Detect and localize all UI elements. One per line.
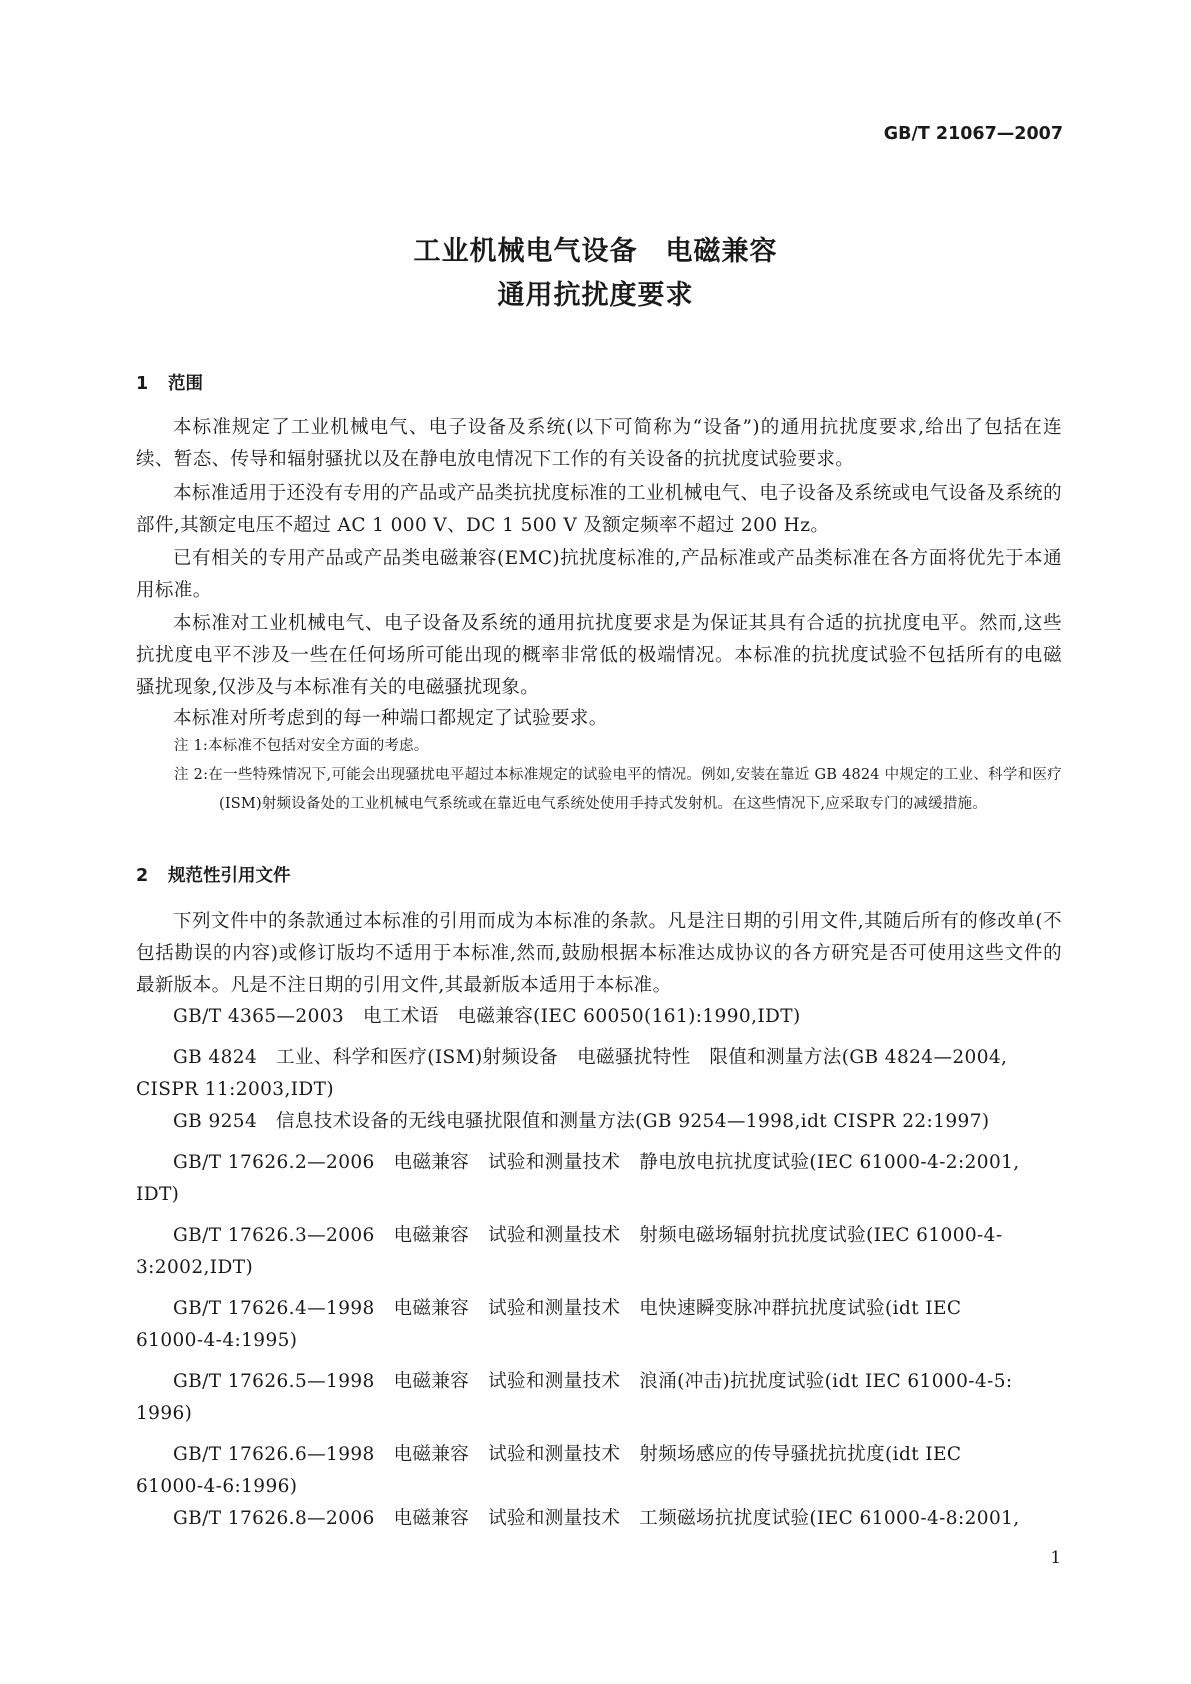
scope-paragraph: 本标准对工业机械电气、电子设备及系统的通用抗扰度要求是为保证其具有合适的抗扰度电平。然而,这些抗扰度电平不涉及一些在任何场所可能出现的概率非常低的极端情况。本标准的抗扰度试验不包括所有的电磁骚扰现象,仅涉及与本标准有关的电磁骚扰现象。 xyxy=(136,613,1062,698)
note: 注 1:本标准不包括对安全方面的考虑。 xyxy=(174,738,429,754)
scope-paragraph: 本标准适用于还没有专用的产品或产品类抗扰度标准的工业机械电气、电子设备及系统或电气设备及系统的部件,其额定电压不超过 AC 1 000 V、DC 1 500 V 及额定频率不超过 200 Hz。 xyxy=(136,483,1062,536)
scope-paragraph: 已有相关的专用产品或产品类电磁兼容(EMC)抗扰度标准的,产品标准或产品类标准在各方面将优先于本通用标准。 xyxy=(136,548,1062,601)
reference-item: GB/T 17626.3—2006 电磁兼容 试验和测量技术 射频电磁场辐射抗扰度试验(IEC 61000-4- xyxy=(173,1225,1003,1246)
reference-item-continued: 3:2002,IDT) xyxy=(136,1257,254,1278)
reference-item: GB 9254 信息技术设备的无线电骚扰限值和测量方法(GB 9254—1998,idt CISPR 22:1997) xyxy=(173,1111,990,1132)
section-title: 规范性引用文件 xyxy=(168,866,291,886)
page-number: 1 xyxy=(1050,1548,1061,1567)
note: 注 2:在一些特殊情况下,可能会出现骚扰电平超过本标准规定的试验电平的情况。例如,安装在靠近 GB 4824 中规定的工业、科学和医疗(ISM)射频设备处的工业机械电气系统或在靠近电气系统处使用手持式发射机。在这些情况下,应采取专门的减缓措施。 xyxy=(174,767,1062,812)
section-number: 2 xyxy=(136,866,149,886)
reference-item: GB/T 17626.2—2006 电磁兼容 试验和测量技术 静电放电抗扰度试验(IEC 61000-4-2:2001, xyxy=(173,1152,1020,1173)
reference-item-continued: IDT) xyxy=(136,1184,180,1205)
reference-item: GB/T 17626.8—2006 电磁兼容 试验和测量技术 工频磁场抗扰度试验(IEC 61000-4-8:2001, xyxy=(173,1508,1020,1529)
reference-item: GB 4824 工业、科学和医疗(ISM)射频设备 电磁骚扰特性 限值和测量方法(GB 4824—2004, xyxy=(173,1047,1008,1068)
section-number: 1 xyxy=(136,374,149,394)
references-intro: 下列文件中的条款通过本标准的引用而成为本标准的条款。凡是注日期的引用文件,其随后所有的修改单(不包括勘误的内容)或修订版均不适用于本标准,然而,鼓励根据本标准达成协议的各方研究是否可使用这些文件的最新版本。凡是不注日期的引用文件,其最新版本适用于本标准。 xyxy=(136,911,1062,996)
scope-paragraph: 本标准规定了工业机械电气、电子设备及系统(以下可简称为“设备”)的通用抗扰度要求,给出了包括在连续、暂态、传导和辐射骚扰以及在静电放电情况下工作的有关设备的抗扰度试验要求。 xyxy=(136,417,1062,470)
reference-item-continued: 1996) xyxy=(136,1403,193,1424)
reference-item: GB/T 17626.4—1998 电磁兼容 试验和测量技术 电快速瞬变脉冲群抗扰度试验(idt IEC xyxy=(173,1298,962,1319)
reference-item: GB/T 17626.5—1998 电磁兼容 试验和测量技术 浪涌(冲击)抗扰度试验(idt IEC 61000-4-5: xyxy=(173,1371,1013,1392)
reference-item: GB/T 4365—2003 电工术语 电磁兼容(IEC 60050(161):1990,IDT) xyxy=(173,1006,801,1027)
scope-paragraph: 本标准对所考虑到的每一种端口都规定了试验要求。 xyxy=(173,708,608,729)
reference-item-continued: 61000-4-6:1996) xyxy=(136,1476,298,1497)
reference-item-continued: 61000-4-4:1995) xyxy=(136,1330,298,1351)
reference-item-continued: CISPR 11:2003,IDT) xyxy=(136,1079,335,1100)
reference-item: GB/T 17626.6—1998 电磁兼容 试验和测量技术 射频场感应的传导骚扰抗扰度(idt IEC xyxy=(173,1444,962,1465)
section-1-heading xyxy=(136,372,203,396)
standard-number: GB/T 21067—2007 xyxy=(883,124,1063,144)
section-2-heading xyxy=(136,864,291,888)
document-title-line-1: 工业机械电气设备 电磁兼容 xyxy=(413,236,778,267)
document-title-line-2: 通用抗扰度要求 xyxy=(497,280,694,311)
section-title: 范围 xyxy=(168,374,203,394)
